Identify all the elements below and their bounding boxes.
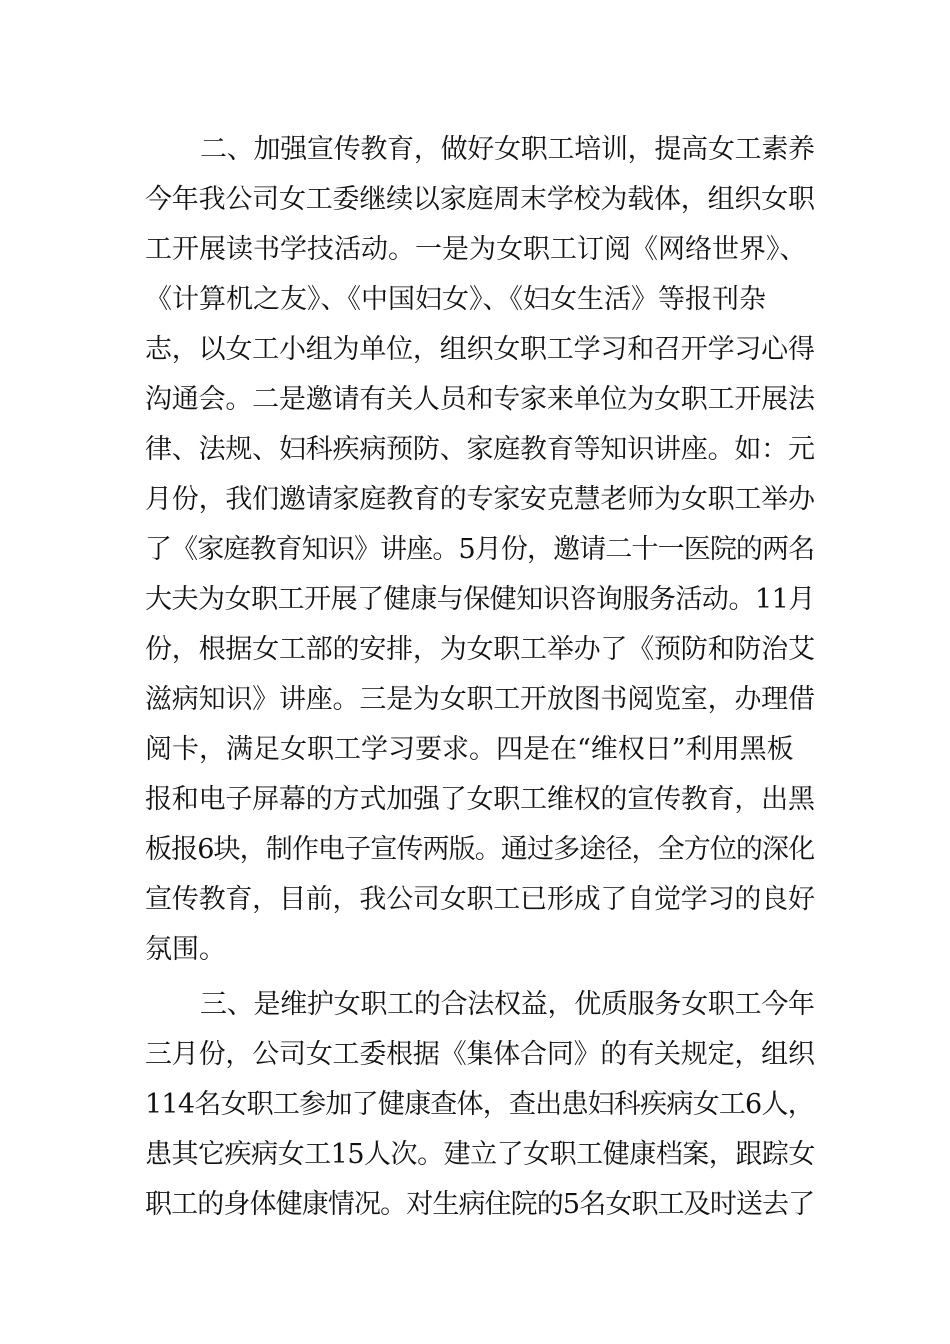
- paragraph-line: 职工的身体健康情况。对生病住院的5名女职工及时送去了: [145, 1189, 815, 1220]
- paragraph-line: 阅卡，满足女职工学习要求。四是在“维权日”利用黑板: [145, 734, 794, 765]
- paragraph-line: 宣传教育，目前，我公司女职工已形成了自觉学习的良好: [145, 884, 815, 915]
- paragraph-line: 板报6块，制作电子宣传两版。通过多途径，全方位的深化: [145, 834, 815, 865]
- paragraph-line: 滋病知识》讲座。三是为女职工开放图书阅览室，办理借: [145, 684, 815, 715]
- paragraph-line: 今年我公司女工委继续以家庭周末学校为载体，组织女职: [145, 184, 815, 215]
- paragraph-line: 志，以女工小组为单位，组织女职工学习和召开学习心得: [145, 334, 815, 365]
- paragraph-line: 114名女职工参加了健康查体，查出患妇科疾病女工6人，: [145, 1089, 814, 1120]
- section-heading-2: 二、加强宣传教育，做好女职工培训，提高女工素养: [200, 134, 815, 165]
- paragraph-line: 大夫为女职工开展了健康与保健知识咨询服务活动。11月: [145, 584, 815, 615]
- section-heading-3: 三、是维护女职工的合法权益，优质服务女职工今年: [200, 989, 815, 1020]
- paragraph-line: 律、法规、妇科疾病预防、家庭教育等知识讲座。如：元: [145, 434, 815, 465]
- paragraph-line: 患其它疾病女工15人次。建立了女职工健康档案，跟踪女: [145, 1139, 815, 1170]
- paragraph-line: 工开展读书学技活动。一是为女职工订阅《网络世界》、: [145, 234, 807, 265]
- paragraph-line: 沟通会。二是邀请有关人员和专家来单位为女职工开展法: [145, 384, 815, 415]
- paragraph-line: 《计算机之友》、《中国妇女》、《妇女生活》等报刊杂: [145, 284, 766, 315]
- paragraph-line: 月份，我们邀请家庭教育的专家安克慧老师为女职工举办: [145, 484, 815, 515]
- paragraph-line: 报和电子屏幕的方式加强了女职工维权的宣传教育，出黑: [145, 784, 815, 815]
- paragraph-line: 份，根据女工部的安排，为女职工举办了《预防和防治艾: [145, 634, 815, 665]
- paragraph-line: 氛围。: [145, 934, 226, 965]
- paragraph-line: 三月份，公司女工委根据《集体合同》的有关规定，组织: [145, 1039, 815, 1070]
- paragraph-line: 了《家庭教育知识》讲座。5月份，邀请二十一医院的两名: [145, 534, 815, 565]
